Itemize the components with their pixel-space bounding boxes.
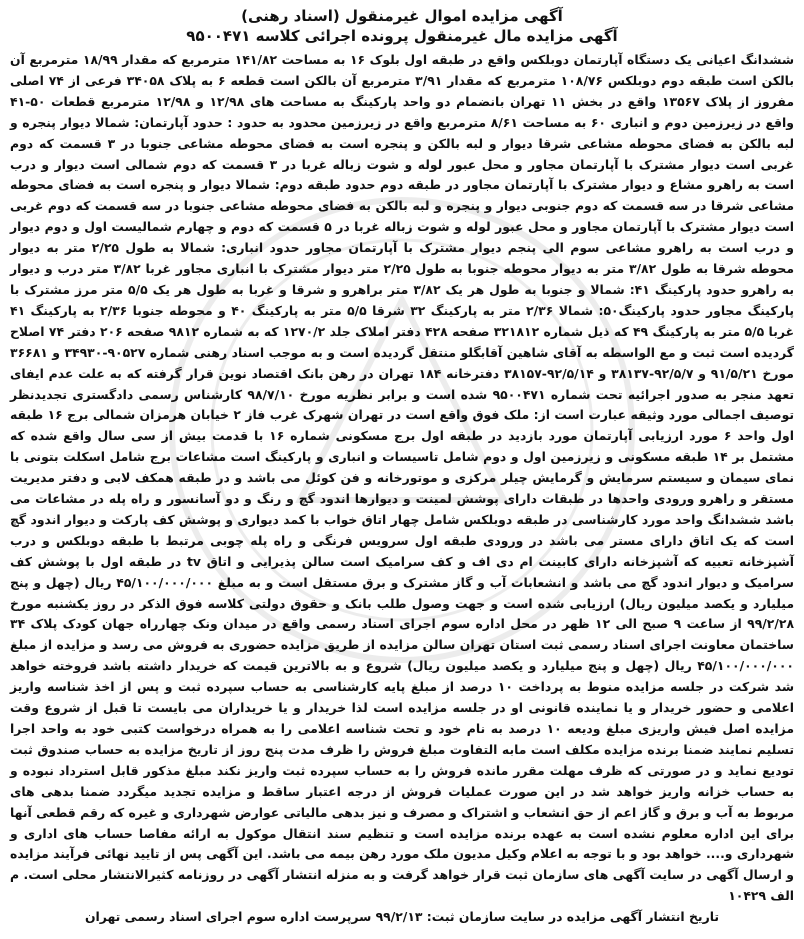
notice-body: ششدانگ اعیانی یک دستگاه آپارتمان دوبلکس واقع در طبقه اول بلوک ۱۶ به مساحت ۱۴۱/۸۲ مترمربع که مقدار ۱۸/۹۹ مترمربع آن بالکن است طبقه دوم دوبلکس ۱۰۸/۷۶ مترمربع که مقدار ۳/۹۱ مترمربع آن بالکن است قطعه ۶ به پلاک ۳۴۰۵۸ فرعی از ۷۴ اصلی مفروز از پلاک ۱۳۵۶۷ واقع در بخش ۱۱ تهران بانضمام دو واحد پارکینگ به مساحت های ۱۲/۹۸ و ۱۲/۹۸ مترمربع قطعات ۵۰-۴۱ واقع در زیرزمین دوم و انباری ۶۰ به مساحت ۸/۶۱ مترمربع واقع در زیرزمین محدود به حدود : حدود آپارتمان: شمالا دیوار پنجره و لبه بالکن به فضای محوطه مشاعی شرقا دیوار و لبه بالکن و پنجره است به فضای محوطه مشاعی جنوبا در ۳ قسمت که دوم غربی است دیوار مشترک با آپارتمان مجاور و محل عبور لوله و شوت زباله غربا در ۳ قسمت که دوم شمالی است دیوار و درب است به راهرو مشاع و دیوار مشترک با آپارتمان مجاور در طبقه دوم حدود طبقه دوم: شمالا دیوار و پنجره است به فضای محوطه مشاعی شرقا در سه قسمت که دوم جنوبی دیوار و پنجره و لبه بالکن به فضای محوطه مشاعی جنوبا در سه قسمت که دوم غربی است دیوار مشترک با آپارتمان مجاور و محل عبور لوله و شوت زباله غربا در ۵ قسمت که دوم و چهارم شمالیست اول و دوم دیوار و درب است به راهرو مشاعی سوم الی پنجم دیوار مشترک با آپارتمان مجاور حدود انباری: شمالا به طول ۲/۲۵ متر به دیوار محوطه شرقا به طول ۳/۸۲ متر به دیوار محوطه جنوبا به طول ۲/۲۵ متر دیوار مشترک با انباری مجاور غربا ۳/۸۲ متر درب و دیوار به راهرو حدود پارکینگ ۴۱: شمالا و جنوبا به طول هر یک ۳/۸۲ متر براهرو و شرقا و غربا به طول هر یک ۵/۵ متر مرز مشترک با پارکینگ مجاور حدود پارکینگ۵۰: شمالا ۲/۳۶ متر به پارکینگ ۳۲ شرقا ۵/۵ متر به پارکینگ ۴۰ و محوطه جنوبا ۲/۳۶ به پارکینگ ۴۱ غربا ۵/۵ متر به پارکینگ ۴۹ که ذیل شماره ۳۲۱۸۱۲ صفحه ۴۲۸ دفتر املاک جلد ۱۲۷۰/۲ که به شماره ۹۸۱۲ صفحه ۲۰۶ دفتر ۷۴ اصلاح گردیده است ثبت و مع الواسطه به آقای شاهین آقابگلو منتقل گردیده است و به موجب اسناد رهنی شماره ۹۰۵۲۷-۳۴۹۳۰ و ۳۶۶۸۱ مورخ ۹۱/۵/۲۱ و ۹۲/۵/۷-۳۸۱۳۷ و ۹۲/۵/۱۴-۳۸۱۵۷ دفترخانه ۱۸۴ تهران در رهن بانک اقتصاد نوین قرار گرفته که به علت عدم ایفای تعهد منجر به صدور اجرائیه تحت شماره ۹۵۰۰۴۷۱ شده است و برابر نظریه مورخ ۹۸/۷/۱۰ کارشناس رسمی دادگستری تجدیدنظر توصیف اجمالی مورد وثیقه عبارت است از: ملک فوق واقع است در تهران شهرک غرب فاز ۲ خیابان هرمزان شمالی برج ۱۶ طبقه اول واحد ۶ مورد ارزیابی آپارتمان مورد بازدید در طبقه اول برج مسکونی شماره ۱۶ با قدمت بیش از سی سال واقع شده که مشتمل بر ۱۴ طبقه مسکونی و زیرزمین اول و دوم شامل تاسیسات و انباری و پارکینگ است مشاعات برج شامل اسکلت بتونی با نمای سیمان و سیستم سرمایش و گرمایش چیلر مرکزی و موتورخانه و فن کوئل می باشد و در طبقه همکف لابی و دفتر مدیریت مستقر و راهرو ورودی واحدها در طبقات دارای پوشش لمینت و دیوارها اندود گچ و رنگ و دو آسانسور و راه پله در مشاعات می باشد ششدانگ واحد مورد کارشناسی در طبقه دوبلکس شامل چهار اتاق خواب با کمد دیواری و پوشش کف پارکت و دیوار اندود گچ است که یک اتاق دارای مستر می باشد در ورودی طبقه اول سرویس فرنگی و راه پله چوبی مرتبط با طبقه دوبلکس و درب آشپزخانه تعبیه که آشپزخانه دارای کابینت ام دی اف و کف سرامیک است سالن پذیرایی و اتاق tv در طبقه اول با پوشش کف سرامیک و دیوار اندود گچ می باشد و انشعابات آب و گاز مشترک و برق مستقل است و به مبلغ ۴۵/۱۰۰/۰۰۰/۰۰۰ ریال (چهل و پنج میلیارد و یکصد میلیون ریال) ارزیابی شده است و جهت وصول طلب بانک و حقوق دولتی کلاسه فوق الذکر در روز یکشنبه مورخ ۹۹/۲/۲۸ از ساعت ۹ صبح الی ۱۲ ظهر در محل اداره سوم اجرای اسناد رسمی واقع در میدان ونک چهارراه جهان کودک پلاک ۳۴ ساختمان معاونت اجرای اسناد رسمی ثبت استان تهران سالن مزایده از طریق مزایده حضوری به فروش می رسد و مزایده از مبلغ ۴۵/۱۰۰/۰۰۰/۰۰۰ ریال (چهل و پنج میلیارد و یکصد میلیون ریال) شروع و به بالاترین قیمت که خریدار داشته باشد فروخته خواهد شد شرکت در جلسه مزایده منوط به پرداخت ۱۰ درصد از مبلغ پایه کارشناسی به حساب سپرده ثبت و پس از اخذ شناسه واریز اعلامی و حضور خریدار و یا نماینده قانونی او در جلسه مزایده است لذا خریدار و یا خریداران می بایست تا قبل از شروع وقت مزایده اصل فیش واریزی مبلغ ودیعه ۱۰ درصد به نام خود و تحت شناسه اعلامی را به همراه درخواست کتبی خود به واحد اجرا تسلیم نمایند ضمنا برنده مزایده مکلف است مابه التفاوت مبلغ فروش را ظرف مدت پنج روز از تاریخ مزایده به حساب صندوق ثبت تودیع نماید و در صورتی که ظرف مهلت مقرر مانده فروش را به حساب سپرده ثبت واریز نکند مبلغ مذکور قابل استرداد نبوده و به حساب خزانه واریز خواهد شد در این صورت عملیات فروش از درجه اعتبار ساقط و مزایده تجدید میگردد ضمنا بدهی های مربوط به آب و برق و گاز اعم از حق انشعاب و اشتراک و مصرف و نیز بدهی مالیاتی عوارض شهرداری و غیره که رقم قطعی آنها برای این اداره معلوم نشده است به عهده برنده مزایده است و تنظیم سند انتقال موکول به ارائه مفاصا حساب های اداری و شهرداری و.... خواهد بود و با توجه به اعلام وکیل مدیون ملک مورد رهن بیمه می باشد. این آگهی پس از تایید نهائی فرآیند مزایده و ارسال آگهی در سایت آگهی های سازمان ثبت قرار خواهد گرفت و به منزله انتشار آگهی در روزنامه کثیرالانتشار محلی است. م الف ۱۰۴۲۹ <box>10 52 795 904</box>
notice-header <box>10 6 794 46</box>
notice-title: آگهی مزایده اموال غیرمنقول (اسناد رهنی) <box>241 7 563 25</box>
notice-footer: تاریخ انتشار آگهی مزایده در سایت سازمان ثبت: ۹۹/۲/۱۳ سرپرست اداره سوم اجرای اسناد رسمی تهران <box>84 909 720 925</box>
notice-subtitle: آگهی مزایده مال غیرمنقول پرونده اجرائی کلاسه ۹۵۰۰۴۷۱ <box>186 27 618 45</box>
